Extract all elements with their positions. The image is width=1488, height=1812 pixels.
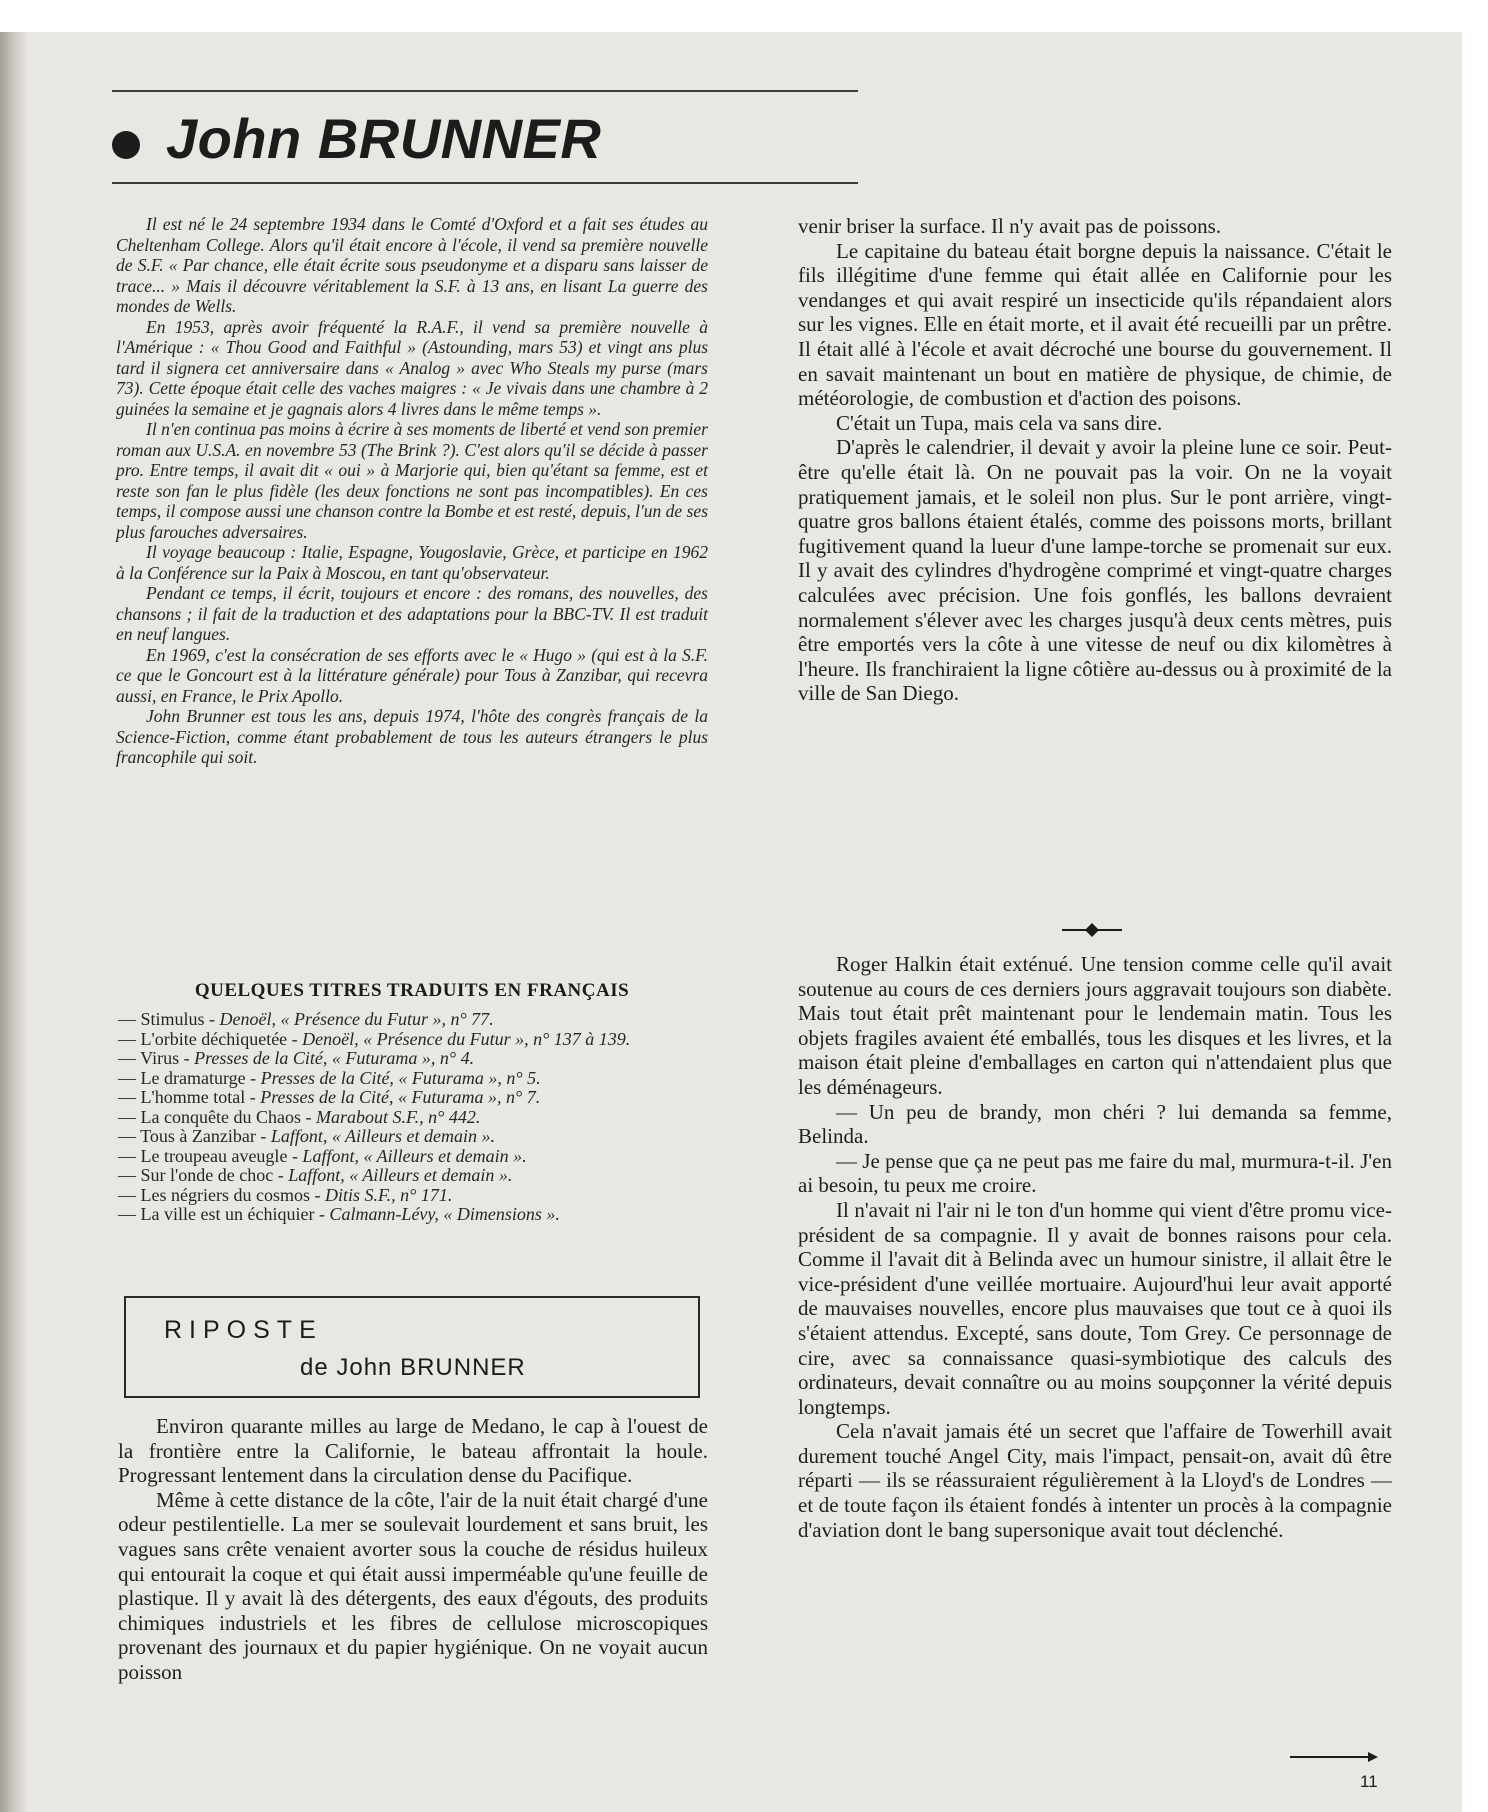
story-paragraph: Même à cette distance de la côte, l'air de la nuit était chargé d'une odeur pestilentielle. La mer se soulevait lourdement et sans bruit, les vagues sans crête venaient avorter sous la couche de résidus huileux qui entourait la coque et qui était aussi imperméable qu'une feuille de plastique. Il y avait là des détergents, des eaux d'égouts, des produits chimiques industriels et les fibres de cellulose microscopiques provenant des journaux et du papier hygiénique. On ne voyait aucun poisson <box>118 1487 708 1684</box>
book-title: — L'homme total <box>118 1087 246 1107</box>
book-publisher: - Laffont, « Ailleurs et demain ». <box>273 1165 513 1185</box>
page-gutter <box>0 32 28 1812</box>
book-publisher: - Presses de la Cité, « Futurama », n° 4. <box>179 1048 475 1068</box>
bullet-icon <box>112 131 140 159</box>
translated-titles-heading: QUELQUES TITRES TRADUITS EN FRANÇAIS <box>194 980 630 1001</box>
bio-paragraph: Il est né le 24 septembre 1934 dans le Comté d'Oxford et a fait ses études au Cheltenham College. Alors qu'il était encore à l'école, il vend sa première nouvelle de S.F. « Par chance, elle était écrite sous pseudonyme et a disparu sans laisser de trace... » Mais il découvre véritablement la S.F. à 13 ans, en lisant La guerre des mondes de Wells. <box>116 214 708 316</box>
book-publisher: - Laffont, « Ailleurs et demain ». <box>255 1126 496 1146</box>
book-title: — Tous à Zanzibar <box>118 1126 256 1146</box>
book-title: — La ville est un échiquier <box>118 1204 315 1224</box>
book-publisher: - Ditis S.F., n° 171. <box>309 1184 453 1205</box>
story-column-left <box>118 1414 708 1685</box>
book-publisher: - Presses de la Cité, « Futurama », n° 5. <box>245 1067 541 1088</box>
continue-arrow-icon <box>1290 1750 1378 1764</box>
story-paragraph: — Un peu de brandy, mon chéri ? lui demanda sa femme, Belinda. <box>798 1099 1392 1149</box>
story-paragraph: Environ quarante milles au large de Medano, le cap à l'ouest de la frontière entre la Californie, le bateau affrontait la houle. Progressant lentement dans la circulation dense du Pacifique. <box>118 1414 708 1488</box>
translated-titles-list <box>118 1010 710 1225</box>
bio-paragraph: Pendant ce temps, il écrit, toujours et encore : des romans, des nouvelles, des chansons ; il fait de la traduction et des adaptations pour la BBC-TV. Il est traduit en neuf langues. <box>116 583 708 644</box>
story-column-right-continued <box>798 952 1392 1542</box>
book-title: — La conquête du Chaos <box>118 1106 301 1127</box>
list-item <box>118 1108 710 1128</box>
list-item <box>118 1166 710 1186</box>
list-item <box>118 1069 710 1089</box>
title-row <box>112 102 601 174</box>
bio-paragraph: Il voyage beaucoup : Italie, Espagne, Yougoslavie, Grèce, et participe en 1962 à la Conférence sur la Paix à Moscou, en tant qu'observateur. <box>116 542 708 583</box>
page-number: 11 <box>1360 1772 1378 1791</box>
story-title-box <box>124 1296 700 1398</box>
list-item <box>118 1205 710 1225</box>
book-title: — Sur l'onde de choc <box>118 1165 274 1185</box>
book-title: — Le troupeau aveugle <box>118 1145 288 1166</box>
list-item <box>118 1147 710 1167</box>
book-publisher: - Laffont, « Ailleurs et demain ». <box>287 1145 527 1166</box>
book-publisher: - Marabout S.F., n° 442. <box>300 1106 481 1127</box>
book-title: — Le dramaturge <box>118 1067 246 1088</box>
page-edge <box>1464 0 1488 1812</box>
page-title: John BRUNNER <box>166 106 602 170</box>
story-paragraph: Il n'avait ni l'air ni le ton d'un homme qui vient d'être promu vice-président de sa compagnie. Il y avait de bonnes raisons pour cela. Comme il l'avait dit à Belinda avec un humour sinistre, il allait être le vice-président d'une veillée mortuaire. Aujourd'hui leur avait apporté de mauvaises nouvelles, encore plus mauvaises que tout ce à quoi ils s'étaient attendus. Excepté, sans doute, Tom Grey. Ce personnage de cire, avec sa connaissance quasi-symbiotique des calculs des ordinateurs, devait connaître ou au moins soupçonner la vérité depuis longtemps. <box>798 1197 1392 1419</box>
book-publisher: - Presses de la Cité, « Futurama », n° 7. <box>245 1087 541 1107</box>
story-paragraph: Roger Halkin était exténué. Une tension comme celle qu'il avait soutenue au cours de ces derniers jours aggravait toujours son diabète. Mais tout était prêt maintenant pour le lendemain matin. Tous les objets fragiles avaient été emballés, tous les disques et les livres, et la maison était pleine d'emballages en carton qui n'attendaient plus que les déménageurs. <box>798 952 1392 1099</box>
list-item <box>118 1127 710 1147</box>
bio-paragraph: John Brunner est tous les ans, depuis 1974, l'hôte des congrès français de la Science-Fiction, comme étant probablement de tous les auteurs étrangers le plus francophile qui soit. <box>116 706 708 767</box>
book-publisher: - Calmann-Lévy, « Dimensions ». <box>314 1204 560 1224</box>
story-paragraph: C'était un Tupa, mais cela va sans dire. <box>836 410 1163 435</box>
story-author: de John BRUNNER <box>300 1354 526 1381</box>
story-paragraph: venir briser la surface. Il n'y avait pas de poissons. <box>798 214 1222 238</box>
book-title: — Les négriers du cosmos <box>118 1184 310 1205</box>
story-paragraph: — Je pense que ça ne peut pas me faire du mal, murmura-t-il. J'en ai besoin, tu peux me croire. <box>798 1148 1392 1198</box>
book-title: — Virus <box>118 1048 180 1068</box>
story-paragraph: Le capitaine du bateau était borgne depuis la naissance. C'était le fils illégitime d'une femme qui était allée en Californie pour les vendanges et qui avait respiré un insecticide qu'ils répandaient alors sur les vignes. Elle en était morte, et il avait été recueilli par un prêtre. Il était allé à l'école et avait décroché une bourse du gouvernement. Il en savait maintenant un bout en matière de physique, de chimie, de météorologie, de combustion et d'action des poisons. <box>798 238 1392 411</box>
author-biography <box>116 214 708 768</box>
story-column-right <box>798 214 1392 706</box>
story-paragraph: D'après le calendrier, il devait y avoir la pleine lune ce soir. Peut-être qu'elle était là. On ne pouvait pas la voir. On ne la voyait pratiquement jamais, et le soleil non plus. Sur le pont arrière, vingt-quatre gros ballons étaient étalés, comme des poissons morts, brillant fugitivement quand la lueur d'une lampe-torche se promenait sur eux. Il y avait des cylindres d'hydrogène comprimé et vingt-quatre charges calculées avec précision. Une fois gonflés, les ballons devraient normalement s'élever avec les charges jusqu'à deux cents mètres, puis être emportés vers la côte à une vitesse de neuf ou dix kilomètres à l'heure. Ils franchiraient la ligne côtière au-dessus ou à proximité de la ville de San Diego. <box>798 435 1392 706</box>
bio-paragraph: Il n'en continua pas moins à écrire à ses moments de liberté et vend son premier roman aux U.S.A. en novembre 53 (The Brink ?). C'est alors qu'il se décide à passer pro. Entre temps, il avait dit « oui » à Marjorie qui, bien qu'étant sa femme, est et reste son fan le plus fidèle (les deux fonctions ne sont pas incompatibles). En ces temps, il compose aussi une chanson contre la Bombe et est resté, depuis, l'un de ses plus farouches adversaires. <box>116 419 708 542</box>
section-separator-icon <box>1062 920 1122 940</box>
list-item <box>118 1088 710 1108</box>
title-rule-top <box>112 90 858 92</box>
book-publisher: - Denoël, « Présence du Futur », n° 137 à 139. <box>287 1028 631 1049</box>
list-item <box>118 1186 710 1206</box>
bio-paragraph: En 1969, c'est la consécration de ses efforts avec le « Hugo » (qui est à la S.F. ce que le Goncourt est à la littérature générale) pour Tous à Zanzibar, qui recevra aussi, en France, le Prix Apollo. <box>116 644 708 706</box>
story-title: RIPOSTE <box>164 1316 323 1344</box>
book-publisher: - Denoël, « Présence du Futur », n° 77. <box>204 1009 494 1029</box>
bio-paragraph: En 1953, après avoir fréquenté la R.A.F., il vend sa première nouvelle à l'Amérique : « Thou Good and Faithful » (Astounding, mars 53) et vingt ans plus tard il signera cet anniversaire dans « Analog » avec Who Steals my purse (mars 73). Cette époque était celle des vaches maigres : « Je vivais dans une chambre à 2 guinées la semaine et je gagnais alors 4 livres dans le même temps ». <box>116 316 708 419</box>
list-item <box>118 1049 710 1069</box>
list-item <box>118 1030 710 1050</box>
list-item <box>118 1010 710 1030</box>
book-title: — Stimulus <box>118 1009 205 1029</box>
title-rule-bottom <box>112 182 858 184</box>
book-title: — L'orbite déchiquetée <box>118 1028 288 1049</box>
story-paragraph: Cela n'avait jamais été un secret que l'affaire de Towerhill avait durement touché Angel City, mais l'impact, pensait-on, avait dû être réparti — ils se réassuraient régulièrement à la Lloyd's de Londres — et de toute façon ils étaient fondés à intenter un procès à la compagnie d'aviation dont le bang supersonique avait tout déclenché. <box>798 1419 1392 1542</box>
